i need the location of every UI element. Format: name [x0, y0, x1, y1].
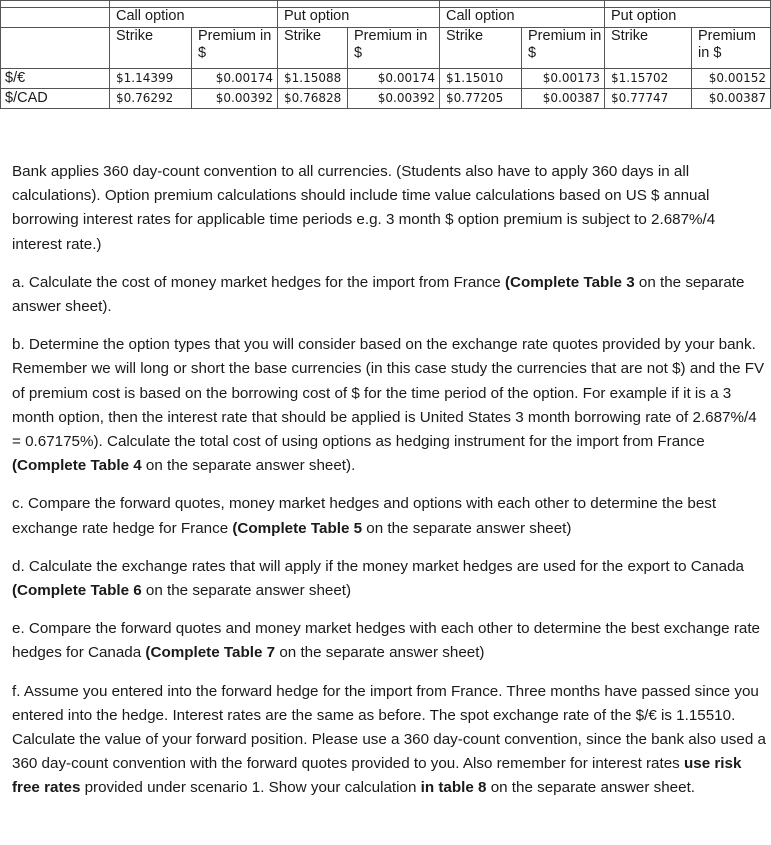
- question-c-bold: (Complete Table 5: [232, 519, 363, 537]
- premium-cell: $0.00387: [692, 89, 771, 109]
- currency-pair-cell: $/CAD: [1, 89, 110, 109]
- instructions-text: [12, 160, 768, 815]
- question-e-bold: (Complete Table 7: [145, 644, 276, 662]
- premium-cell: $0.00152: [692, 69, 771, 89]
- col-header-premium: Premium in $: [192, 28, 278, 69]
- strike-cell: $1.15702: [605, 69, 692, 89]
- strike-cell: $1.14399: [110, 69, 192, 89]
- strike-cell: $1.15010: [440, 69, 522, 89]
- question-a: [12, 271, 768, 319]
- group-header-put-1: Put option: [278, 8, 440, 28]
- question-d-tail: on the separate answer sheet): [141, 582, 352, 600]
- question-f-bold-2: in table 8: [420, 779, 487, 797]
- group-header-put-2: Put option: [605, 8, 771, 28]
- col-header-premium: Premium in $: [692, 28, 771, 69]
- question-d-text: d. Calculate the exchange rates that will apply if the money market hedges are used for the export to Canada: [12, 557, 744, 575]
- question-f-tail: on the separate answer sheet.: [486, 779, 696, 797]
- strike-cell: $0.77205: [440, 89, 522, 109]
- question-e-tail: on the separate answer sheet): [275, 644, 485, 662]
- col-header-strike: Strike: [278, 28, 348, 69]
- options-table: [0, 0, 771, 109]
- group-header-row: [1, 8, 771, 28]
- col-header-strike: Strike: [605, 28, 692, 69]
- col-header-premium: Premium in $: [348, 28, 440, 69]
- options-quote-table: [0, 0, 770, 109]
- question-c-tail: on the separate answer sheet): [362, 519, 572, 537]
- premium-cell: $0.00392: [348, 89, 440, 109]
- blank-header-cell: [1, 28, 110, 69]
- question-a-text: a. Calculate the cost of money market hedges for the import from France: [12, 273, 505, 291]
- question-b-text: b. Determine the option types that you will consider based on the exchange rate quotes provided by your bank. Remember we will long or short the base currencies (in this case study the currencies that are not $) and the FV of premium cost is based on the borrowing cost of $ for the time period of the option. For example if it is a 3 month option, then the interest rate that should be applied is United States 3 month borrowing rate of 2.687%/4 = 0.67175%). Calculate the total cost of using options as hedging instrument for the import from France: [12, 336, 765, 451]
- question-a-bold: (Complete Table 3: [504, 273, 635, 291]
- col-header-strike: Strike: [440, 28, 522, 69]
- blank-header-cell: [1, 8, 110, 28]
- question-c-text: c. Compare the forward quotes, money market hedges and options with each other to determine the best exchange rate hedge for France: [12, 495, 717, 537]
- question-a-tail: on the separate answer sheet).: [12, 273, 745, 316]
- currency-pair-cell: $/€: [1, 69, 110, 89]
- question-b-bold: (Complete Table 4: [12, 457, 142, 475]
- question-e-text: e. Compare the forward quotes and money market hedges with each other to determine the best exchange rate hedges for Canada: [12, 620, 760, 662]
- question-f: [12, 680, 768, 801]
- question-f-text: f. Assume you entered into the forward hedge for the import from France. Three months have passed since you entered into the hedge. Interest rates are the same as before. The spot exchange rate of the $/€ is 1.15510. Calculate the value of your forward position. Please use a 360 day-count convention, since the bank also used a 360 day-count convention with the forward quotes provided to you. Also remember for interest rates: [12, 682, 766, 773]
- premium-cell: $0.00174: [348, 69, 440, 89]
- col-header-strike: Strike: [110, 28, 192, 69]
- premium-cell: $0.00392: [192, 89, 278, 109]
- question-c: [12, 492, 768, 540]
- strike-cell: $1.15088: [278, 69, 348, 89]
- group-header-call-1: Call option: [110, 8, 278, 28]
- premium-cell: $0.00387: [522, 89, 605, 109]
- question-d: [12, 555, 768, 603]
- question-f-bold-1: use risk free rates: [12, 755, 742, 797]
- question-b-tail: on the separate answer sheet).: [141, 457, 356, 475]
- strike-cell: $0.76828: [278, 89, 348, 109]
- table-row: [1, 89, 771, 109]
- question-d-bold: (Complete Table 6: [12, 582, 142, 600]
- table-top-row: [1, 1, 771, 8]
- table-row: [1, 69, 771, 89]
- strike-cell: $0.76292: [110, 89, 192, 109]
- column-header-row: [1, 28, 771, 69]
- intro-paragraph: Bank applies 360 day-count convention to all currencies. (Students also have to apply 360 days in all calculations). Option premium calculations should include time value calculations based on US $ annual borrowing interest rates for applicable time periods e.g. 3 month $ option premium is subject to 2.687%/4 interest rate.): [12, 163, 716, 253]
- premium-cell: $0.00174: [192, 69, 278, 89]
- question-e: [12, 617, 768, 665]
- question-f-mid: provided under scenario 1. Show your calculation: [80, 779, 421, 797]
- group-header-call-2: Call option: [440, 8, 605, 28]
- strike-cell: $0.77747: [605, 89, 692, 109]
- col-header-premium: Premium in $: [522, 28, 605, 69]
- question-b: [12, 333, 768, 478]
- premium-cell: $0.00173: [522, 69, 605, 89]
